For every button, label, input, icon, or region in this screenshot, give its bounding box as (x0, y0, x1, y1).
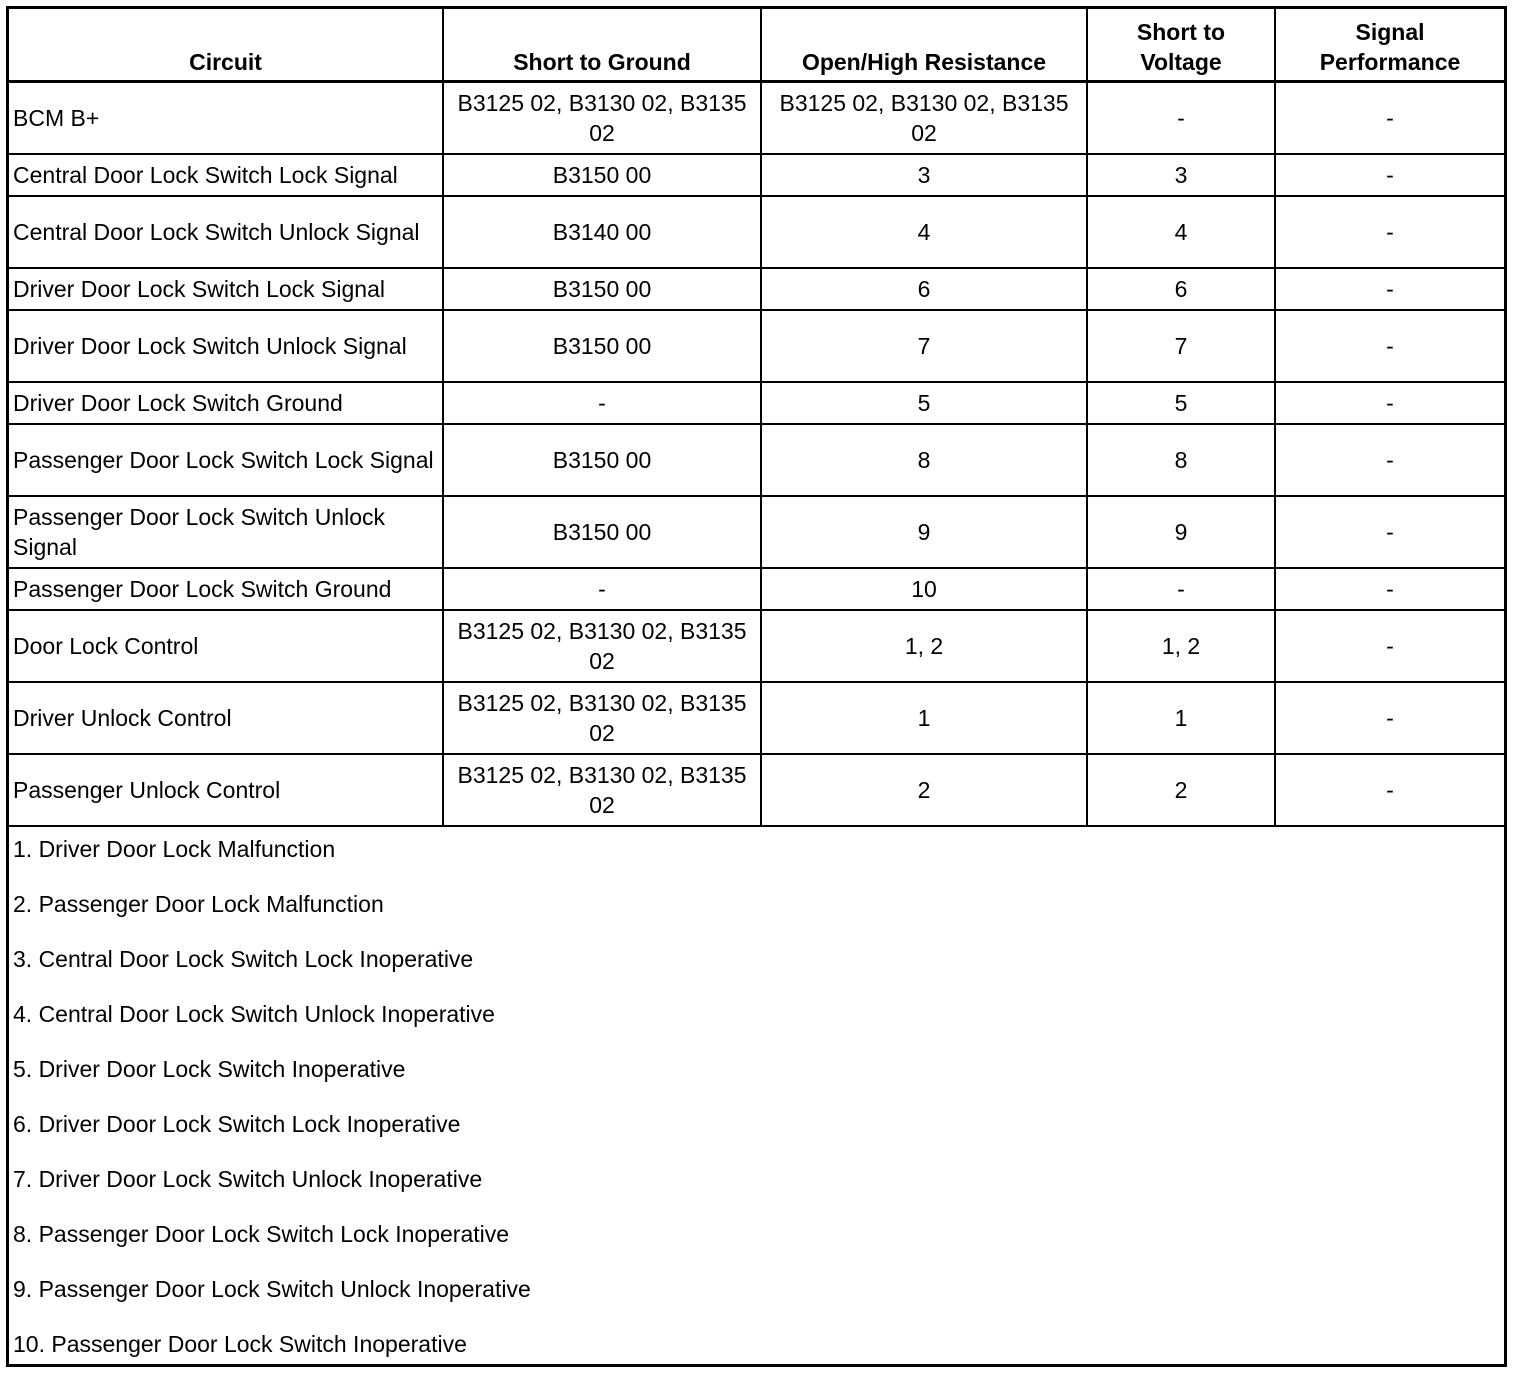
cell-open-high-resistance: 8 (761, 424, 1087, 496)
cell-open-high-resistance: 3 (761, 154, 1087, 196)
footnote-item: 2. Passenger Door Lock Malfunction (13, 891, 384, 917)
cell-open-high-resistance: 1, 2 (761, 610, 1087, 682)
cell-signal-performance: - (1275, 268, 1504, 310)
cell-short-to-voltage: - (1087, 568, 1275, 610)
cell-short-to-ground: B3125 02, B3130 02, B3135 02 (443, 82, 761, 155)
cell-short-to-ground: B3150 00 (443, 496, 761, 568)
cell-open-high-resistance: B3125 02, B3130 02, B3135 02 (761, 82, 1087, 155)
cell-circuit: Passenger Door Lock Switch Ground (9, 568, 443, 610)
table-body (9, 82, 1504, 827)
header-open-high-resistance: Open/High Resistance (761, 9, 1087, 82)
cell-short-to-voltage: - (1087, 82, 1275, 155)
cell-short-to-voltage: 9 (1087, 496, 1275, 568)
cell-open-high-resistance: 1 (761, 682, 1087, 754)
cell-short-to-voltage: 3 (1087, 154, 1275, 196)
cell-signal-performance: - (1275, 82, 1504, 155)
table-row (9, 496, 1504, 568)
cell-short-to-ground: B3125 02, B3130 02, B3135 02 (443, 610, 761, 682)
cell-short-to-ground: B3140 00 (443, 196, 761, 268)
table-row (9, 82, 1504, 155)
table-row (9, 382, 1504, 424)
cell-circuit: Passenger Door Lock Switch Lock Signal (9, 424, 443, 496)
cell-short-to-ground: B3150 00 (443, 424, 761, 496)
cell-signal-performance: - (1275, 682, 1504, 754)
cell-short-to-ground: B3150 00 (443, 268, 761, 310)
cell-short-to-ground: B3150 00 (443, 310, 761, 382)
header-row (9, 9, 1504, 82)
cell-short-to-ground: B3125 02, B3130 02, B3135 02 (443, 682, 761, 754)
cell-short-to-voltage: 4 (1087, 196, 1275, 268)
table-row (9, 310, 1504, 382)
cell-signal-performance: - (1275, 196, 1504, 268)
cell-signal-performance: - (1275, 610, 1504, 682)
cell-open-high-resistance: 5 (761, 382, 1087, 424)
circuit-diagnostic-table-document (6, 6, 1507, 1367)
cell-short-to-voltage: 2 (1087, 754, 1275, 826)
cell-open-high-resistance: 4 (761, 196, 1087, 268)
cell-circuit: Passenger Unlock Control (9, 754, 443, 826)
cell-short-to-voltage: 1, 2 (1087, 610, 1275, 682)
cell-short-to-voltage: 5 (1087, 382, 1275, 424)
cell-short-to-voltage: 1 (1087, 682, 1275, 754)
footnote-item: 8. Passenger Door Lock Switch Lock Inoperative (13, 1221, 510, 1247)
cell-circuit: Driver Door Lock Switch Ground (9, 382, 443, 424)
cell-short-to-voltage: 8 (1087, 424, 1275, 496)
cell-circuit: Driver Door Lock Switch Lock Signal (9, 268, 443, 310)
footnote-item: 3. Central Door Lock Switch Lock Inoperative (13, 946, 474, 972)
cell-circuit: Driver Door Lock Switch Unlock Signal (9, 310, 443, 382)
footnote-item: 4. Central Door Lock Switch Unlock Inoperative (13, 1001, 495, 1027)
cell-short-to-ground: B3125 02, B3130 02, B3135 02 (443, 754, 761, 826)
table-row (9, 196, 1504, 268)
cell-short-to-ground: - (443, 568, 761, 610)
table-row (9, 568, 1504, 610)
cell-short-to-voltage: 6 (1087, 268, 1275, 310)
table-row (9, 424, 1504, 496)
footnote-item: 7. Driver Door Lock Switch Unlock Inoperative (13, 1166, 483, 1192)
cell-signal-performance: - (1275, 424, 1504, 496)
footnote-item: 9. Passenger Door Lock Switch Unlock Inoperative (13, 1276, 531, 1302)
cell-short-to-voltage: 7 (1087, 310, 1275, 382)
cell-signal-performance: - (1275, 382, 1504, 424)
table-row (9, 754, 1504, 826)
cell-signal-performance: - (1275, 496, 1504, 568)
cell-signal-performance: - (1275, 154, 1504, 196)
cell-signal-performance: - (1275, 568, 1504, 610)
footnote-item: 10. Passenger Door Lock Switch Inoperative (13, 1331, 467, 1357)
header-short-to-ground: Short to Ground (443, 9, 761, 82)
table-row (9, 268, 1504, 310)
header-signal-performance: Signal Performance (1275, 9, 1504, 82)
cell-short-to-ground: B3150 00 (443, 154, 761, 196)
footnote-item: 1. Driver Door Lock Malfunction (13, 836, 336, 862)
footnotes (9, 827, 1504, 1377)
table-row (9, 682, 1504, 754)
table-row (9, 610, 1504, 682)
header-short-to-voltage: Short to Voltage (1087, 9, 1275, 82)
cell-open-high-resistance: 10 (761, 568, 1087, 610)
circuit-fault-table (9, 9, 1504, 827)
cell-open-high-resistance: 7 (761, 310, 1087, 382)
cell-open-high-resistance: 6 (761, 268, 1087, 310)
cell-open-high-resistance: 2 (761, 754, 1087, 826)
cell-signal-performance: - (1275, 310, 1504, 382)
cell-circuit: Central Door Lock Switch Lock Signal (9, 154, 443, 196)
header-circuit: Circuit (9, 9, 443, 82)
cell-circuit: Central Door Lock Switch Unlock Signal (9, 196, 443, 268)
footnote-item: 5. Driver Door Lock Switch Inoperative (13, 1056, 406, 1082)
cell-signal-performance: - (1275, 754, 1504, 826)
cell-open-high-resistance: 9 (761, 496, 1087, 568)
table-row (9, 154, 1504, 196)
cell-circuit: Door Lock Control (9, 610, 443, 682)
footnote-item: 6. Driver Door Lock Switch Lock Inoperative (13, 1111, 461, 1137)
cell-circuit: Driver Unlock Control (9, 682, 443, 754)
cell-circuit: BCM B+ (9, 82, 443, 155)
cell-circuit: Passenger Door Lock Switch Unlock Signal (9, 496, 443, 568)
cell-short-to-ground: - (443, 382, 761, 424)
